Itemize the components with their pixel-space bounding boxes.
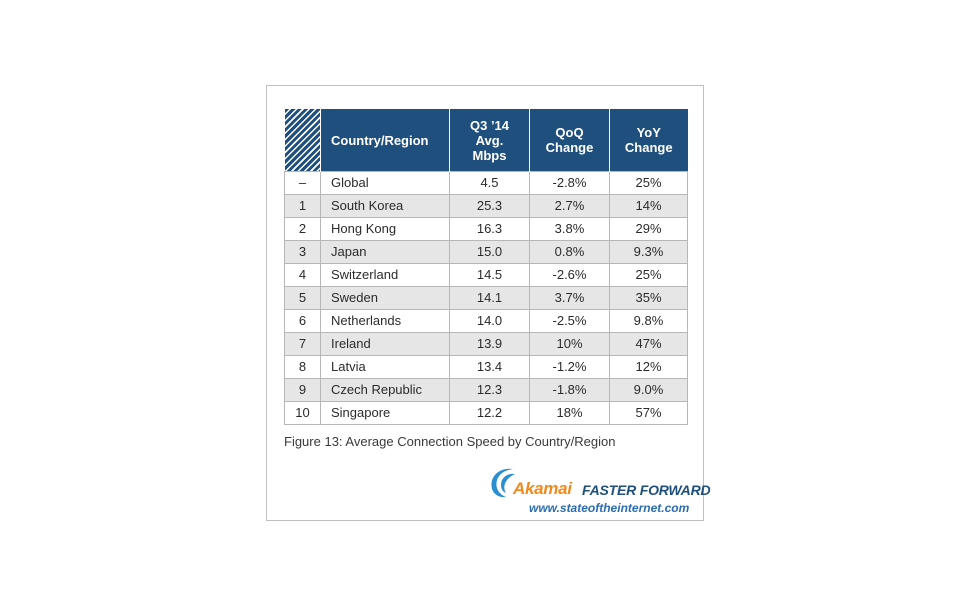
qoq-change-cell: -2.6% (530, 264, 610, 287)
brand-name: Akamai (513, 479, 572, 498)
avg-mbps-cell: 12.3 (450, 379, 530, 402)
column-header-line: Change (545, 140, 594, 155)
column-header-line: Mbps (472, 147, 507, 163)
country-cell: Japan (321, 241, 450, 264)
column-header-line: Q3 ’14 (469, 117, 510, 133)
yoy-change-cell: 47% (610, 333, 688, 356)
yoy-change-cell: 25% (610, 264, 688, 287)
column-header-yoy-change (610, 109, 688, 172)
country-cell: Switzerland (321, 264, 450, 287)
avg-mbps-cell: 14.0 (450, 310, 530, 333)
table-row (285, 356, 688, 379)
qoq-change-cell: 0.8% (530, 241, 610, 264)
column-header-country-region (321, 109, 450, 172)
column-header-line: QoQ (555, 125, 584, 140)
avg-mbps-cell: 15.0 (450, 241, 530, 264)
avg-mbps-cell: 25.3 (450, 195, 530, 218)
qoq-change-cell: -1.2% (530, 356, 610, 379)
qoq-change-cell: 18% (530, 402, 610, 425)
rank-cell: 7 (285, 333, 321, 356)
country-cell: Latvia (321, 356, 450, 379)
connection-speed-table (284, 109, 688, 425)
rank-cell: 6 (285, 310, 321, 333)
country-cell: Czech Republic (321, 379, 450, 402)
table-row (285, 172, 688, 195)
table-row (285, 218, 688, 241)
avg-mbps-cell: 14.1 (450, 287, 530, 310)
rank-cell: 5 (285, 287, 321, 310)
country-cell: Netherlands (321, 310, 450, 333)
brand-tagline: FASTER FORWARD (582, 482, 711, 498)
table-row (285, 333, 688, 356)
yoy-change-cell: 9.3% (610, 241, 688, 264)
table-header (285, 109, 688, 172)
table-body (285, 172, 688, 425)
column-header-line: Avg. (475, 132, 504, 148)
rank-cell: 9 (285, 379, 321, 402)
yoy-change-cell: 57% (610, 402, 688, 425)
rank-cell: 3 (285, 241, 321, 264)
country-cell: Ireland (321, 333, 450, 356)
yoy-change-cell: 35% (610, 287, 688, 310)
rank-cell: 2 (285, 218, 321, 241)
avg-mbps-cell: 16.3 (450, 218, 530, 241)
qoq-change-cell: 3.7% (530, 287, 610, 310)
yoy-change-cell: 29% (610, 218, 688, 241)
website-link[interactable]: www.stateoftheinternet.com (529, 501, 690, 515)
yoy-change-cell: 9.8% (610, 310, 688, 333)
table-row (285, 379, 688, 402)
column-header-line: Change (624, 140, 673, 155)
rank-cell: 8 (285, 356, 321, 379)
yoy-change-cell: 9.0% (610, 379, 688, 402)
table-row (285, 264, 688, 287)
country-cell: South Korea (321, 195, 450, 218)
avg-mbps-cell: 12.2 (450, 402, 530, 425)
qoq-change-cell: -2.5% (530, 310, 610, 333)
country-cell: Global (321, 172, 450, 195)
avg-mbps-cell: 13.4 (450, 356, 530, 379)
column-header-qoq-change (530, 109, 610, 172)
column-header-line: Country/Region (331, 132, 429, 148)
qoq-change-cell: -1.8% (530, 379, 610, 402)
country-cell: Sweden (321, 287, 450, 310)
header-row (285, 109, 688, 172)
table-row (285, 310, 688, 333)
rank-cell: – (285, 172, 321, 195)
qoq-change-cell: -2.8% (530, 172, 610, 195)
column-header-rank (285, 109, 321, 172)
rank-cell: 10 (285, 402, 321, 425)
rank-cell: 4 (285, 264, 321, 287)
qoq-change-cell: 2.7% (530, 195, 610, 218)
yoy-change-cell: 14% (610, 195, 688, 218)
table-row (285, 287, 688, 310)
column-header-avg-mbps (450, 109, 530, 172)
figure-panel (266, 85, 711, 521)
avg-mbps-cell: 4.5 (450, 172, 530, 195)
table-row (285, 195, 688, 218)
table-row (285, 402, 688, 425)
qoq-change-cell: 3.8% (530, 218, 610, 241)
akamai-logo (487, 465, 711, 515)
figure-caption: Figure 13: Average Connection Speed by Country/Region (284, 434, 616, 449)
hatch-pattern (285, 109, 321, 171)
column-header-line: YoY (636, 125, 661, 140)
qoq-change-cell: 10% (530, 333, 610, 356)
country-cell: Singapore (321, 402, 450, 425)
yoy-change-cell: 25% (610, 172, 688, 195)
avg-mbps-cell: 13.9 (450, 333, 530, 356)
table-row (285, 241, 688, 264)
avg-mbps-cell: 14.5 (450, 264, 530, 287)
country-cell: Hong Kong (321, 218, 450, 241)
yoy-change-cell: 12% (610, 356, 688, 379)
rank-cell: 1 (285, 195, 321, 218)
